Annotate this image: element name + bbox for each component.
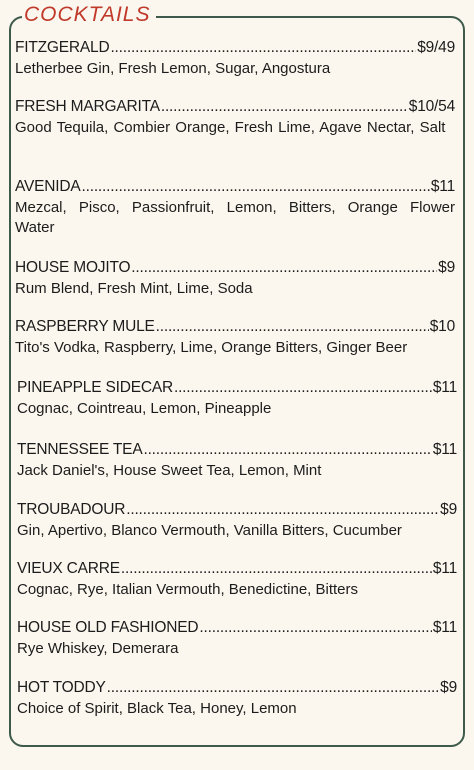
dot-leader [107, 678, 440, 698]
item-name: VIEUX CARRE [17, 560, 120, 577]
menu-title: COCKTAILS [22, 2, 156, 28]
dot-leader [156, 317, 429, 337]
item-price: $10/54 [408, 98, 455, 115]
item-price: $11 [430, 178, 455, 195]
cocktail-menu-card [9, 3, 465, 747]
item-name: RASPBERRY MULE [15, 318, 155, 335]
menu-item-vieux-carre [17, 559, 457, 600]
item-name: HOUSE OLD FASHIONED [17, 619, 199, 636]
item-price: $11 [432, 560, 457, 577]
item-description: Choice of Spirit, Black Tea, Honey, Lemon [17, 700, 297, 717]
menu-item-hot-toddy [17, 678, 457, 719]
menu-item-fresh-margarita [15, 97, 455, 138]
menu-item-house-old-fashioned [17, 618, 457, 659]
item-name: HOT TODDY [17, 679, 106, 696]
item-description: Cognac, Rye, Italian Vermouth, Benedictine, Bitters [17, 581, 359, 598]
item-description: Mezcal, Pisco, Passionfruit, Lemon, Bitters, Orange Flower Water [15, 199, 455, 236]
dot-leader [199, 618, 431, 638]
item-price: $11 [432, 441, 457, 458]
menu-item-troubadour [17, 500, 457, 541]
item-description: Letherbee Gin, Fresh Lemon, Sugar, Angostura [15, 60, 331, 77]
item-description: Jack Daniel's, House Sweet Tea, Lemon, Mint [17, 462, 322, 479]
menu-item-pineapple-sidecar [17, 378, 457, 419]
item-price: $9 [440, 679, 457, 696]
item-description: Cognac, Cointreau, Lemon, Pineapple [17, 400, 272, 417]
item-description: Good Tequila, Combier Orange, Fresh Lime, Agave Nectar, Salt [15, 119, 446, 136]
dot-leader [110, 38, 416, 58]
item-price: $11 [432, 379, 457, 396]
item-name: PINEAPPLE SIDECAR [17, 379, 173, 396]
item-price: $10 [429, 318, 455, 335]
item-description: Gin, Apertivo, Blanco Vermouth, Vanilla Bitters, Cucumber [17, 522, 402, 539]
menu-items [11, 18, 463, 745]
menu-item-tennessee-tea [17, 440, 457, 481]
item-description: Tito's Vodka, Raspberry, Lime, Orange Bitters, Ginger Beer [15, 339, 408, 356]
dot-leader [82, 177, 430, 197]
menu-item-house-mojito [15, 258, 455, 299]
menu-item-raspberry-mule [15, 317, 455, 358]
menu-item-avenida [15, 177, 455, 238]
item-price: $9 [438, 259, 455, 276]
item-name: TROUBADOUR [17, 501, 126, 518]
item-name: FITZGERALD [15, 39, 110, 56]
dot-leader [126, 500, 439, 520]
item-name: TENNESSEE TEA [17, 441, 143, 458]
dot-leader [143, 440, 431, 460]
dot-leader [131, 258, 437, 278]
item-name: AVENIDA [15, 178, 81, 195]
item-price: $9 [440, 501, 457, 518]
dot-leader [174, 378, 432, 398]
dot-leader [161, 97, 408, 117]
item-description: Rum Blend, Fresh Mint, Lime, Soda [15, 280, 253, 297]
item-name: HOUSE MOJITO [15, 259, 131, 276]
dot-leader [121, 559, 432, 579]
item-price: $9/49 [417, 39, 455, 56]
item-description: Rye Whiskey, Demerara [17, 640, 179, 657]
menu-item-fitzgerald [15, 38, 455, 79]
item-name: FRESH MARGARITA [15, 98, 160, 115]
item-price: $11 [432, 619, 457, 636]
